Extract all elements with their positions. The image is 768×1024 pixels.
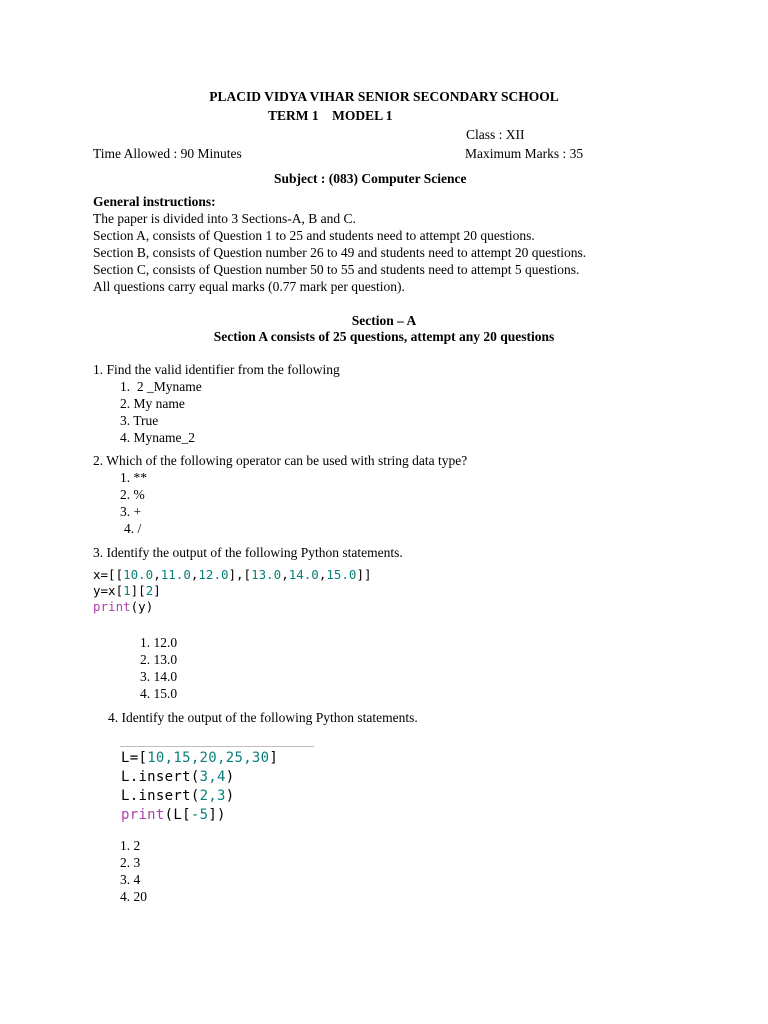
code-token: (L[: [164, 807, 191, 823]
code-token: ][: [130, 583, 146, 598]
question-4-code-line-3: [121, 787, 234, 806]
question-4-code-line-2: [121, 768, 234, 787]
school-name: PLACID VIDYA VIHAR SENIOR SECONDARY SCHOOL: [209, 89, 559, 104]
code-token: ,: [318, 567, 327, 582]
code-token: ]: [153, 583, 161, 598]
code-token: ]: [269, 750, 279, 766]
instruction-line: Section A, consists of Question 1 to 25 and students need to attempt 20 questions.: [93, 228, 535, 243]
code-number: 11.0: [160, 567, 191, 582]
maximum-marks: Maximum Marks : 35: [465, 146, 584, 161]
time-allowed: Time Allowed : 90 Minutes: [93, 146, 242, 161]
instruction-line: The paper is divided into 3 Sections-A, B and C.: [93, 211, 356, 226]
code-token: (y): [130, 599, 154, 614]
question-3-code-line-2: [93, 583, 161, 599]
code-number: 2,3: [199, 788, 226, 804]
code-number: 10.0: [123, 567, 154, 582]
question-2-text: 2. Which of the following operator can be used with string data type?: [93, 453, 468, 468]
code-token: x=[[: [93, 567, 124, 582]
term-title: TERM 1 MODEL 1: [268, 108, 393, 123]
question-3-code-line-3: [93, 599, 153, 615]
code-number: 14.0: [288, 567, 319, 582]
code-token: L=[: [121, 750, 148, 766]
question-3-option: 2. 13.0: [140, 652, 178, 667]
question-3-option: 3. 14.0: [140, 669, 178, 684]
question-3-code-line-1: [93, 567, 372, 583]
code-number: 3,4: [199, 769, 226, 785]
code-token: ,: [153, 567, 161, 582]
code-number: 12.0: [198, 567, 229, 582]
code-keyword: print: [93, 599, 131, 614]
question-2-option: 3. +: [120, 504, 142, 519]
code-number: 10,15,20,25,30: [147, 750, 270, 766]
question-1-option: 1. 2 _Myname: [120, 379, 202, 394]
question-3-option: 1. 12.0: [140, 635, 178, 650]
code-keyword: print: [121, 807, 165, 823]
question-1-option: 4. Myname_2: [120, 430, 195, 445]
code-number: -5: [190, 807, 209, 823]
code-token: y=x[: [93, 583, 124, 598]
question-4-option: 2. 3: [120, 855, 141, 870]
code-token: ): [225, 769, 235, 785]
section-a-subtitle: Section A consists of 25 questions, attempt any 20 questions: [213, 329, 555, 344]
code-number: 13.0: [251, 567, 282, 582]
code-token: ): [225, 788, 235, 804]
code-number: 2: [145, 583, 154, 598]
instructions-heading: General instructions:: [93, 194, 216, 209]
code-number: 1: [123, 583, 131, 598]
code-number: 15.0: [326, 567, 357, 582]
question-4-option: 4. 20: [120, 889, 147, 904]
question-4-code-line-4: [121, 806, 226, 825]
question-4-text: 4. Identify the output of the following Python statements.: [108, 710, 418, 725]
code-token: ]]: [356, 567, 372, 582]
question-2-option: 4. /: [124, 521, 142, 536]
code-token: L.insert(: [121, 769, 200, 785]
question-3-text: 3. Identify the output of the following Python statements.: [93, 545, 403, 560]
question-4-code-line-1: [121, 749, 278, 768]
question-1-text: 1. Find the valid identifier from the following: [93, 362, 340, 377]
code-token: ,: [190, 567, 199, 582]
instruction-line: Section C, consists of Question number 50 to 55 and students need to attempt 5 questions.: [93, 262, 580, 277]
instruction-line: Section B, consists of Question number 26 to 49 and students need to attempt 20 questions.: [93, 245, 587, 260]
class-label: Class : XII: [466, 127, 525, 142]
code-token: ],[: [228, 567, 252, 582]
code-token: ,: [281, 567, 289, 582]
section-a-title: Section – A: [351, 313, 417, 328]
question-1-option: 2. My name: [120, 396, 185, 411]
code-block-rule: [120, 746, 314, 747]
question-1-option: 3. True: [120, 413, 159, 428]
question-3-option: 4. 15.0: [140, 686, 178, 701]
question-2-option: 1. **: [120, 470, 147, 485]
question-2-option: 2. %: [120, 487, 145, 502]
subject-title: Subject : (083) Computer Science: [274, 171, 467, 186]
instruction-line: All questions carry equal marks (0.77 mark per question).: [93, 279, 405, 294]
code-token: L.insert(: [121, 788, 200, 804]
question-4-option: 1. 2: [120, 838, 141, 853]
question-4-option: 3. 4: [120, 872, 141, 887]
code-token: ]): [208, 807, 226, 823]
